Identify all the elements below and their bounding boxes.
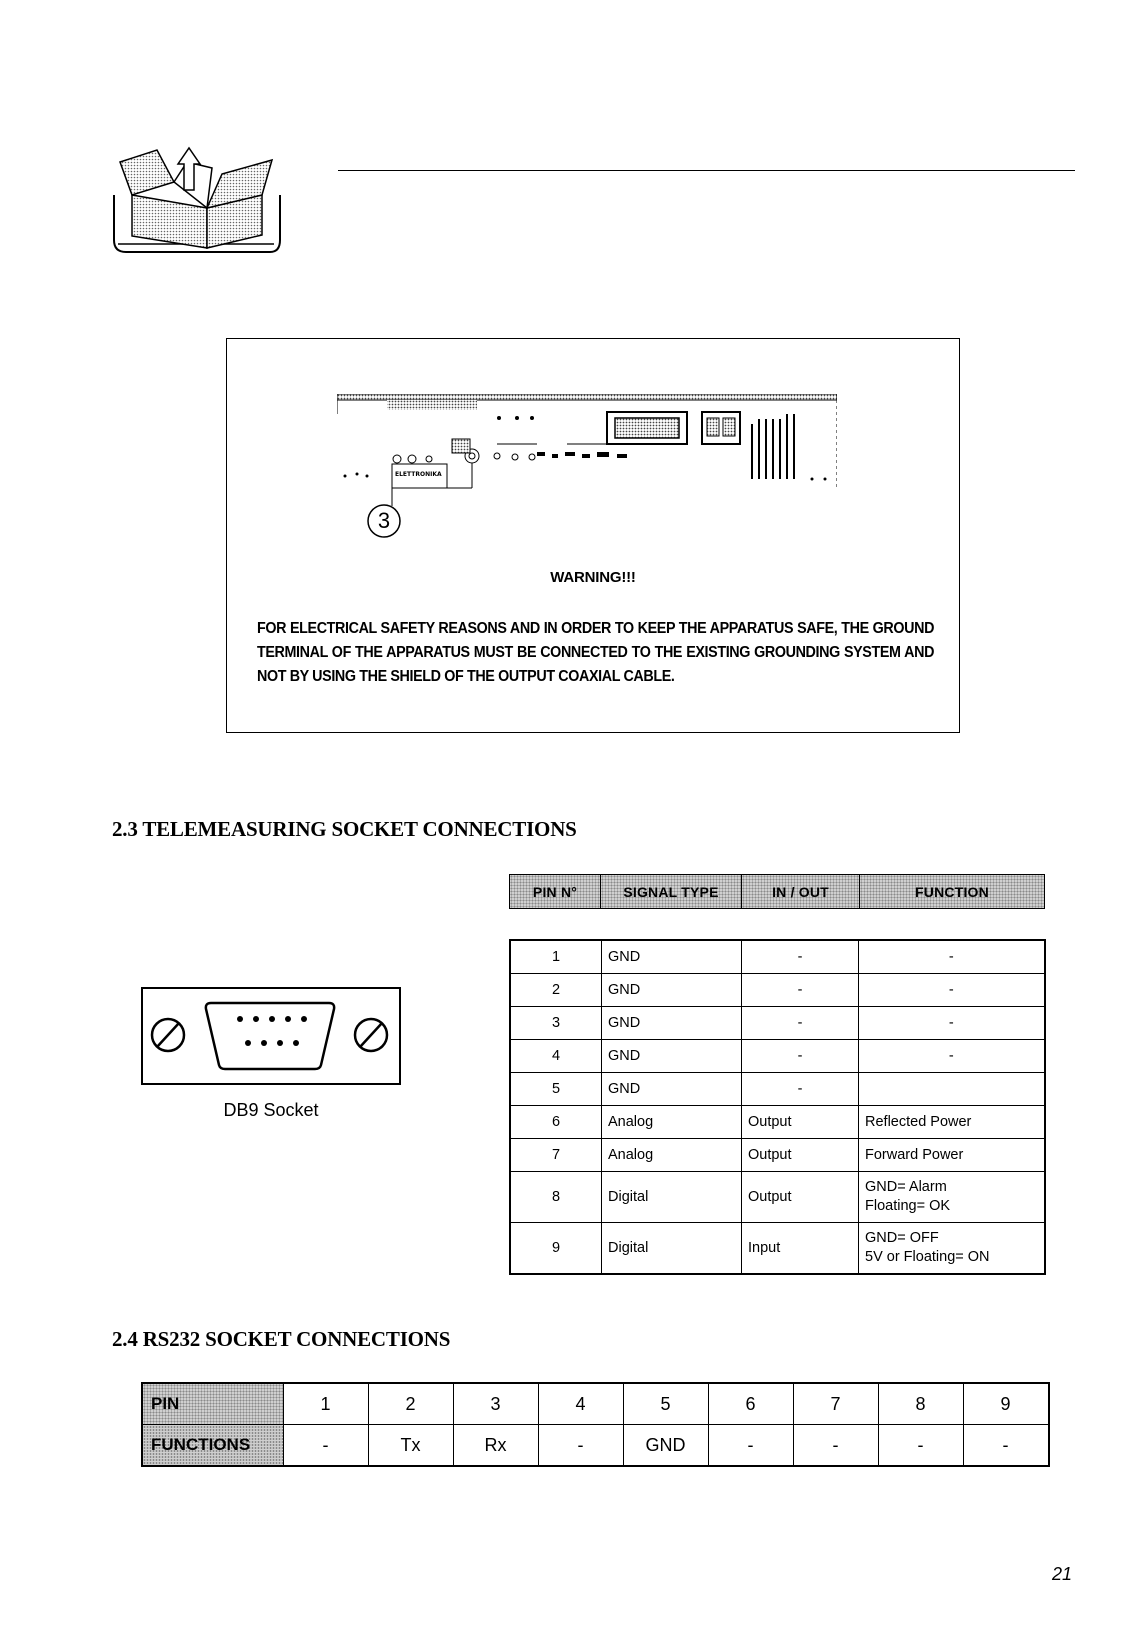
warning-text: FOR ELECTRICAL SAFETY REASONS AND IN ORDER TO KEEP THE APPARATUS SAFE, THE GROUND TERMINAL OF THE APPARATUS MUST BE CONNECTED TO THE EXISTING GROUNDING SYSTEM AND NOT BY USING THE SHIELD OF THE OUTPUT COAXIAL CABLE. (257, 620, 935, 685)
function-line: - (948, 1014, 954, 1031)
table-row (510, 940, 1045, 974)
in-out-cell: Output (742, 1106, 859, 1139)
rs232-pin-cell: 2 (368, 1383, 453, 1425)
in-out-cell: Input (742, 1223, 859, 1275)
db9-shell (206, 1003, 334, 1069)
in-out-cell: - (742, 1040, 859, 1073)
column-header-signal-type: SIGNAL TYPE (601, 875, 742, 908)
rs232-pin-label: PIN (142, 1383, 283, 1425)
pin-cell: 3 (510, 1007, 602, 1040)
table-row (510, 1073, 1045, 1106)
function-line: - (948, 1047, 954, 1064)
signal-type-cell: GND (602, 1007, 742, 1040)
pin-cell: 4 (510, 1040, 602, 1073)
table-row (510, 1040, 1045, 1073)
rs232-pin-cell: 5 (623, 1383, 708, 1425)
db9-caption: DB9 Socket (223, 1100, 319, 1120)
signal-type-cell: GND (602, 974, 742, 1007)
mounting-screw-right-icon (355, 1019, 387, 1051)
function-line: GND= OFF (865, 1230, 939, 1246)
function-line: Forward Power (865, 1146, 964, 1163)
rs232-pin-cell: 3 (453, 1383, 538, 1425)
function-cell (859, 940, 1045, 974)
in-out-cell: - (742, 940, 859, 974)
signal-type-cell: GND (602, 940, 742, 974)
in-out-cell: - (742, 974, 859, 1007)
function-cell (859, 1223, 1045, 1275)
table-row (510, 1106, 1045, 1139)
rear-panel-illustration (337, 394, 837, 554)
pin-cell: 2 (510, 974, 602, 1007)
signal-type-cell: GND (602, 1040, 742, 1073)
mounting-screw-left-icon (152, 1019, 184, 1051)
page-number: 21 (1052, 1564, 1073, 1584)
function-cell (859, 1007, 1045, 1040)
function-line: Reflected Power (865, 1113, 972, 1130)
rs232-pin-cell: 1 (283, 1383, 368, 1425)
signal-type-cell: Digital (602, 1172, 742, 1223)
function-line: GND= Alarm (865, 1179, 947, 1195)
function-cell (859, 974, 1045, 1007)
rs232-function-row (142, 1425, 1049, 1467)
warning-title: WARNING!!! (550, 569, 636, 586)
column-header-pin: PIN N° (510, 875, 601, 908)
rs232-pin-cell: 7 (793, 1383, 878, 1425)
function-line: 5V or Floating= ON (865, 1249, 990, 1265)
warning-box (226, 338, 960, 733)
in-out-cell: Output (742, 1139, 859, 1172)
function-cell (859, 1139, 1045, 1172)
rs232-function-cell: - (283, 1425, 368, 1467)
telemeasuring-table (509, 939, 1046, 1275)
table-row (510, 1139, 1045, 1172)
rs232-functions-label: FUNCTIONS (142, 1425, 283, 1467)
section-heading-telemeasuring: 2.3 TELEMEASURING SOCKET CONNECTIONS (112, 817, 577, 841)
panel-brand-label: ELETTRONIKA (395, 471, 442, 478)
rs232-table (141, 1382, 1050, 1467)
pin-cell: 8 (510, 1172, 602, 1223)
function-cell (859, 1040, 1045, 1073)
rs232-function-cell: - (793, 1425, 878, 1467)
open-box-icon (112, 140, 282, 255)
rs232-function-cell: - (538, 1425, 623, 1467)
signal-type-cell: Analog (602, 1106, 742, 1139)
rs232-function-cell: Rx (453, 1425, 538, 1467)
pin-cell: 6 (510, 1106, 602, 1139)
header-rule (338, 170, 1075, 171)
db9-socket-illustration (141, 987, 401, 1085)
function-line: - (948, 948, 954, 965)
in-out-cell: - (742, 1007, 859, 1040)
in-out-cell: Output (742, 1172, 859, 1223)
db9-pins (237, 1016, 307, 1046)
rs232-function-cell: Tx (368, 1425, 453, 1467)
rs232-function-cell: - (963, 1425, 1049, 1467)
pin-cell: 5 (510, 1073, 602, 1106)
pin-cell: 9 (510, 1223, 602, 1275)
rs232-function-cell: - (708, 1425, 793, 1467)
rs232-pin-cell: 8 (878, 1383, 963, 1425)
in-out-cell: - (742, 1073, 859, 1106)
function-line: Floating= OK (865, 1198, 951, 1214)
rs232-pin-row (142, 1383, 1049, 1425)
section-heading-rs232: 2.4 RS232 SOCKET CONNECTIONS (112, 1327, 451, 1351)
telemeasuring-header-bar (509, 874, 1045, 909)
column-header-in-out: IN / OUT (742, 875, 860, 908)
table-row (510, 1007, 1045, 1040)
signal-type-cell: Digital (602, 1223, 742, 1275)
rs232-function-cell: GND (623, 1425, 708, 1467)
table-row (510, 974, 1045, 1007)
rs232-function-cell: - (878, 1425, 963, 1467)
pin-cell: 7 (510, 1139, 602, 1172)
table-row (510, 1223, 1045, 1275)
rs232-pin-cell: 4 (538, 1383, 623, 1425)
table-row (510, 1172, 1045, 1223)
rs232-pin-cell: 9 (963, 1383, 1049, 1425)
callout-number: 3 (377, 508, 391, 533)
signal-type-cell: GND (602, 1073, 742, 1106)
function-cell (859, 1106, 1045, 1139)
function-cell (859, 1172, 1045, 1223)
function-cell (859, 1073, 1045, 1106)
rs232-pin-cell: 6 (708, 1383, 793, 1425)
signal-type-cell: Analog (602, 1139, 742, 1172)
pin-cell: 1 (510, 940, 602, 974)
function-line: - (948, 981, 954, 998)
column-header-function: FUNCTION (860, 875, 1044, 908)
